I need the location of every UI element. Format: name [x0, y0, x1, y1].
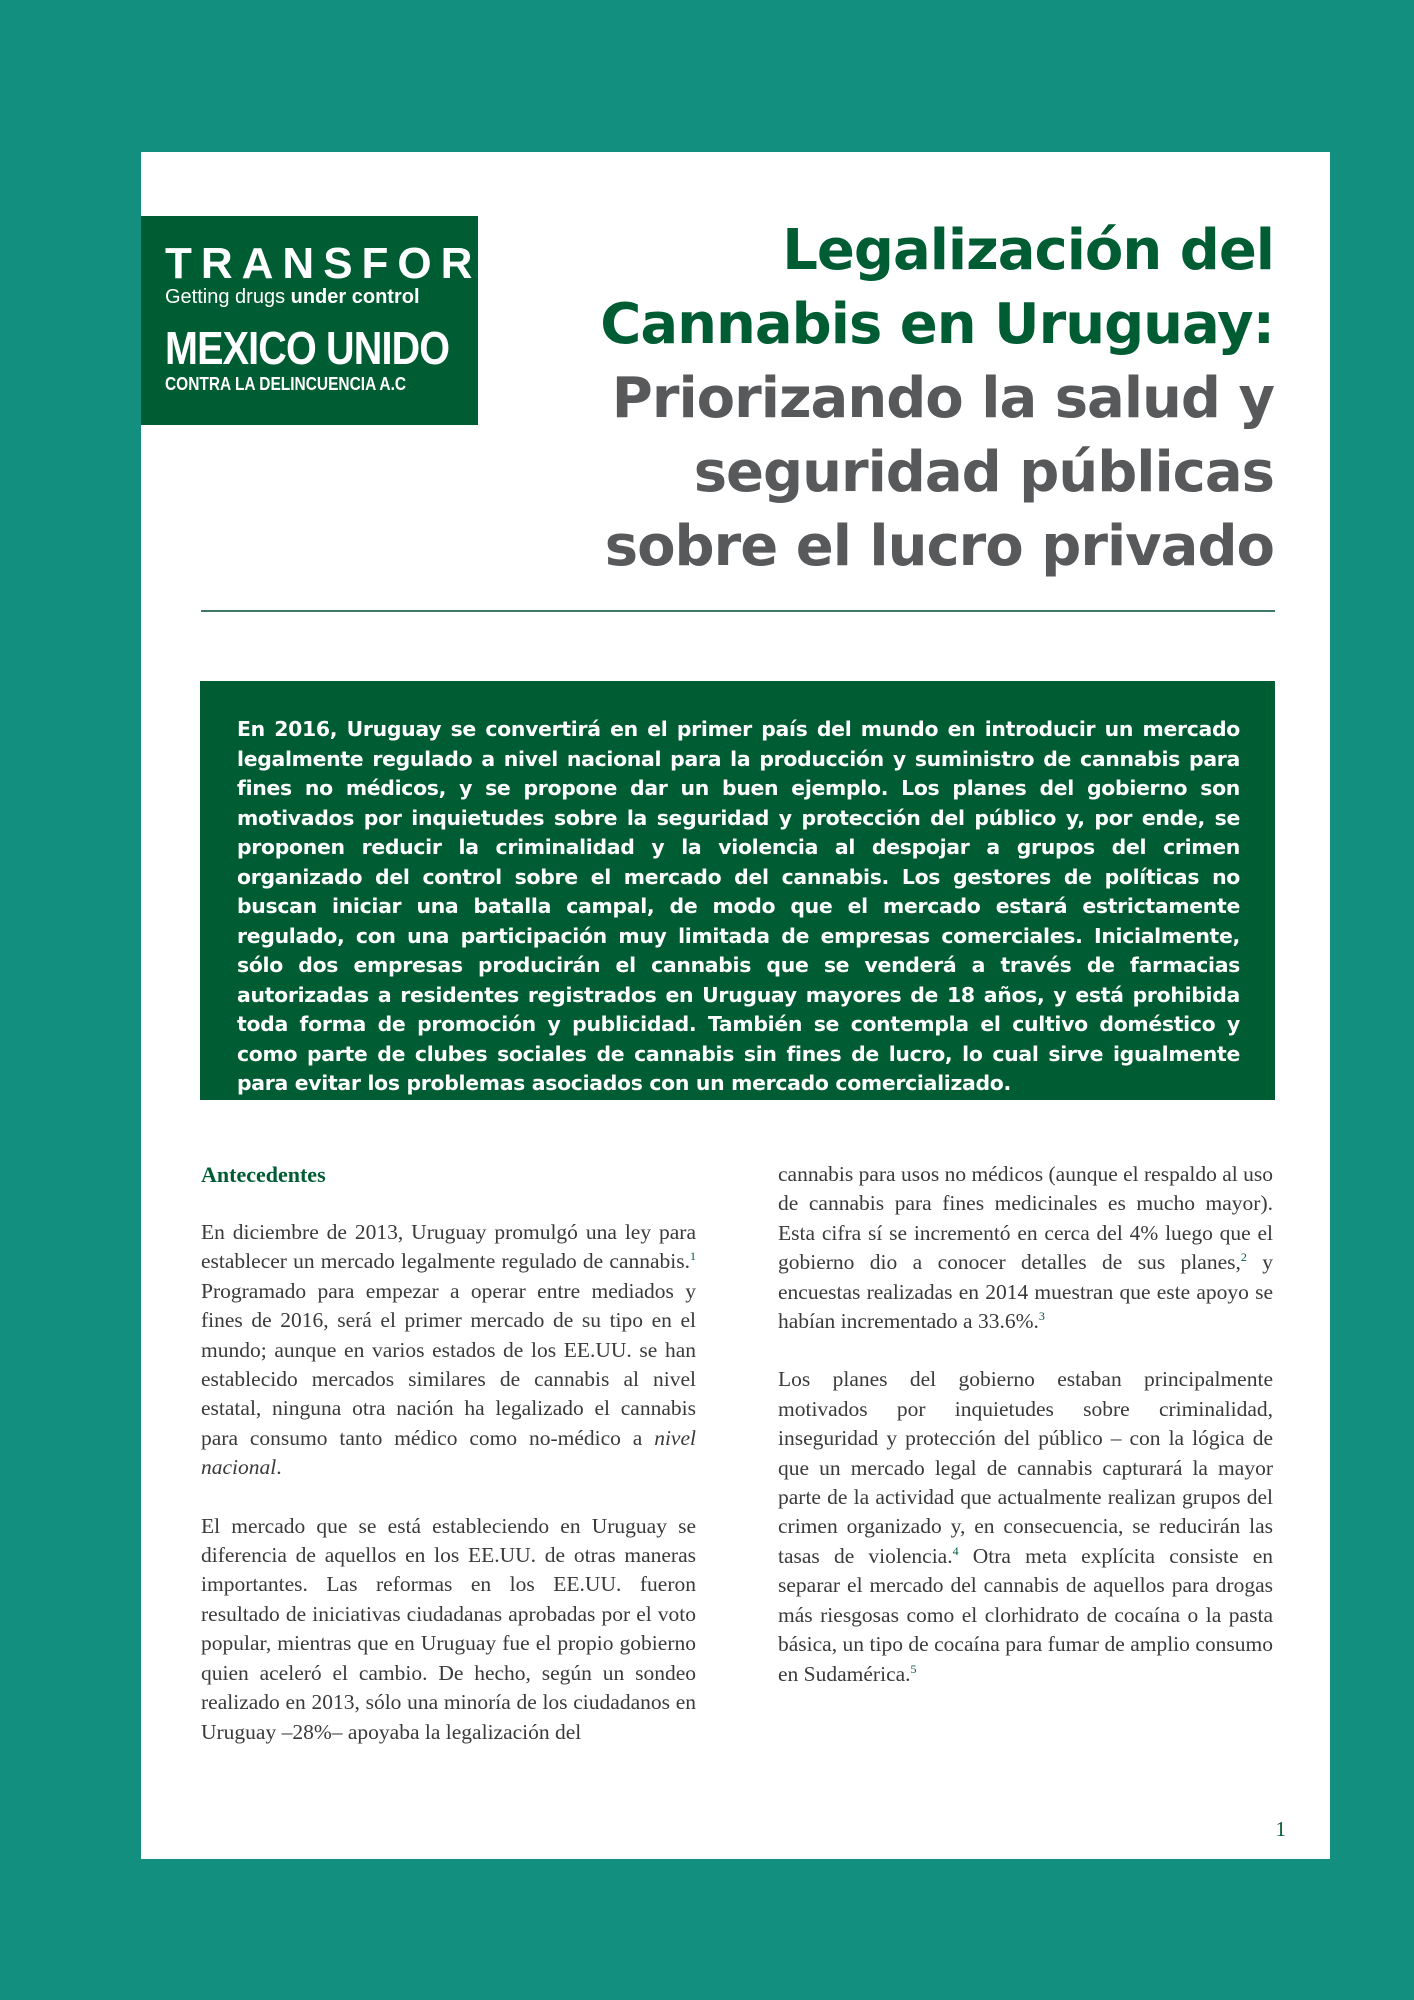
paragraph-4-text-b: Otra meta explícita consiste en separar el mercado del cannabis de aquellos para drogas más riesgosas como el clorhidrato de cocaína o la pasta básica, un tipo de cocaína para fumar de amplio consumo en Sudamérica.: [778, 1543, 1273, 1686]
right-column: [778, 1160, 1273, 1689]
title-line-1: Legalización del: [782, 218, 1274, 283]
footnote-ref-4: 4: [952, 1543, 959, 1558]
paragraph-4: [778, 1365, 1273, 1688]
logo-transform-text: TRANSFORM: [165, 239, 528, 288]
page-number: 1: [1275, 1817, 1286, 1841]
paragraph-1: [201, 1218, 696, 1483]
paragraph-1-text-c: .: [276, 1455, 282, 1480]
footnote-ref-3: 3: [1038, 1309, 1045, 1324]
paragraph-4-text-a: Los planes del gobierno estaban principalmente motivados por inquietudes sobre criminalidad, inseguridad y protección del público – con la lógica de que un mercado legal de cannabis capturará la mayor parte de la actividad que actualmente realizan grupos del crimen organizado y, en consecuencia, se reducirán las tasas de violencia.: [778, 1367, 1273, 1568]
paragraph-1-text-b: Programado para empezar a operar entre mediados y fines de 2016, será el primer mercado de su tipo en el mundo; aunque en varios estados de los EE.UU. se han establecido mercados similares de cannabis al nivel estatal, ninguna otra nación ha legalizado el cannabis para consumo tanto médico como no-médico a: [201, 1278, 696, 1450]
paragraph-1-text-a: En diciembre de 2013, Uruguay promulgó una ley para establecer un mercado legalmente regulado de cannabis.: [201, 1220, 696, 1274]
footnote-ref-1: 1: [690, 1249, 696, 1264]
title-line-4: seguridad públicas: [693, 440, 1274, 505]
logo-mexico-unido: MEXICO UNIDO: [165, 322, 450, 374]
logo-tagline: [165, 286, 420, 308]
logo-tagline-a: Getting drugs: [165, 286, 291, 308]
footnote-ref-5: 5: [910, 1661, 917, 1676]
title-divider: [201, 610, 1275, 612]
title-line-2: Cannabis en Uruguay:: [600, 292, 1274, 357]
document-page: [141, 152, 1330, 1859]
transform-mexico-unido-logo: [141, 216, 528, 425]
paragraph-3-text-b: y encuestas realizadas en 2014 muestran que este apoyo se habían incrementado a 33.6%.: [778, 1250, 1274, 1334]
paragraph-2: El mercado que se está estableciendo en Uruguay se diferencia de aquellos en los EE.UU. de otras maneras importantes. Las reformas en los EE.UU. fueron resultado de iniciativas ciudadanas aprobadas por el voto popular, mientras que en Uruguay fue el propio gobierno quien aceleró el cambio. De hecho, según un sondeo realizado en 2013, sólo una minoría de los ciudadanos en Uruguay –28%– apoyaba la legalización del: [201, 1513, 696, 1744]
footnote-ref-2: 2: [1240, 1250, 1247, 1265]
logo-contra-delincuencia: CONTRA LA DELINCUENCIA A.C: [165, 374, 407, 394]
left-column: [201, 1160, 696, 1747]
paragraph-3: [778, 1160, 1273, 1336]
logo-tagline-b: under control: [290, 286, 420, 308]
section-heading: Antecedentes: [201, 1162, 326, 1187]
paragraph-1-italic: nivel nacional: [201, 1425, 696, 1480]
summary-box: En 2016, Uruguay se convertirá en el primer país del mundo en introducir un mercado legalmente regulado a nivel nacional para la producción y suministro de cannabis para fines no médicos, y se propone dar un buen ejemplo. Los planes del gobierno son motivados por inquietudes sobre la seguridad y protección del público y, por ende, se proponen reducir la criminalidad y la violencia al despojar a grupos del crimen organizado del control sobre el mercado del cannabis. Los gestores de políticas no buscan iniciar una batalla campal, de modo que el mercado estará estrictamente regulado, con una participación muy limitada de empresas comerciales. Inicialmente, sólo dos empresas producirán el cannabis que se venderá a través de farmacias autorizadas a residentes registrados en Uruguay mayores de 18 años, y está prohibida toda forma de promoción y publicidad. También se contempla el cultivo doméstico y como parte de clubes sociales de cannabis sin fines de lucro, lo cual sirve igualmente para evitar los problemas asociados con un mercado comercializado.: [200, 681, 1275, 1100]
title-line-5: sobre el lucro privado: [604, 514, 1274, 579]
title-line-3: Priorizando la salud y: [611, 366, 1274, 431]
page-title: [574, 214, 1274, 584]
paragraph-3-text-a: cannabis para usos no médicos (aunque el respaldo al uso de cannabis para fines medicinales es mucho mayor). Esta cifra sí se incrementó en cerca del 4% luego que el gobierno dio a conocer detalles de sus planes,: [778, 1162, 1273, 1275]
